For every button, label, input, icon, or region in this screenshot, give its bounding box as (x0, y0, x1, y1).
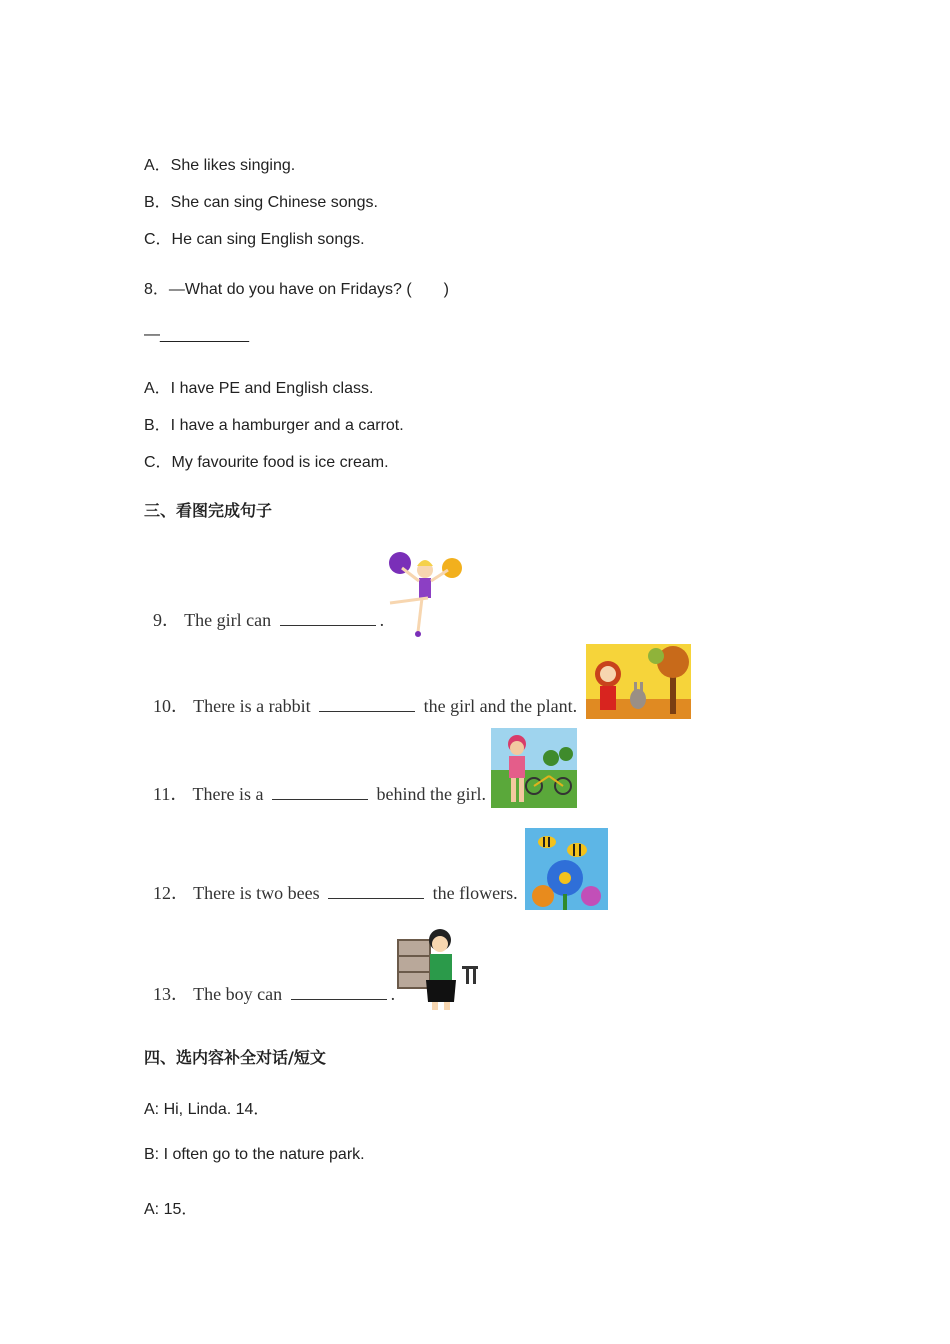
q12-before: There is two bees (189, 883, 325, 903)
q11-number: 11． (153, 784, 189, 804)
bees-flowers-image (525, 828, 608, 910)
q13-after: . (390, 984, 396, 1004)
dialogue-line-2: B: I often go to the nature park. (144, 1146, 365, 1163)
q7-option-b: B．She can sing Chinese songs. (144, 194, 378, 211)
q8-option-c: C．My favourite food is ice cream. (144, 454, 389, 471)
q10-blank[interactable] (319, 697, 415, 712)
q11-blank[interactable] (272, 785, 368, 800)
dialogue-line-1: A: Hi, Linda. 14． (144, 1101, 270, 1118)
q7-option-a: A．She likes singing. (144, 157, 296, 174)
boy-cleaning-window-image (396, 926, 482, 1012)
q12-after: the flowers. (428, 883, 518, 903)
q9-before: The girl can (180, 610, 276, 630)
q10-number: 10． (153, 696, 189, 716)
q11-after: behind the girl. (371, 784, 486, 804)
dialogue-line-3: A: 15． (144, 1201, 198, 1218)
q8-option-a: A．I have PE and English class. (144, 380, 374, 397)
q7-option-c: C．He can sing English songs. (144, 231, 365, 248)
section-3-title: 三、看图完成句子 (144, 501, 273, 520)
q12-number: 12． (153, 883, 189, 903)
q10-sentence (144, 671, 577, 718)
cheerleader-image (380, 548, 466, 638)
q8-question: 8．—What do you have on Fridays? ( ) (144, 281, 450, 298)
q13-sentence (144, 959, 395, 1006)
q13-blank[interactable] (291, 985, 387, 1000)
q9-number: 9． (153, 610, 180, 630)
section-4-title: 四、选内容补全对话/短文 (144, 1048, 326, 1067)
q9-blank[interactable] (280, 611, 376, 626)
q9-sentence (144, 585, 384, 632)
q10-after: the girl and the plant. (419, 696, 578, 716)
q9-after: . (379, 610, 385, 630)
q12-blank[interactable] (328, 884, 424, 899)
q11-sentence (144, 759, 486, 806)
q8-answer-line: —__________ (144, 326, 249, 343)
girl-rabbit-plant-image (586, 644, 691, 719)
q10-before: There is a rabbit (189, 696, 316, 716)
girl-bike-image (491, 728, 577, 808)
q13-number: 13． (153, 984, 189, 1004)
q8-option-b: B．I have a hamburger and a carrot. (144, 417, 404, 434)
q12-sentence (144, 858, 518, 905)
q13-before: The boy can (189, 984, 287, 1004)
q11-before: There is a (188, 784, 268, 804)
